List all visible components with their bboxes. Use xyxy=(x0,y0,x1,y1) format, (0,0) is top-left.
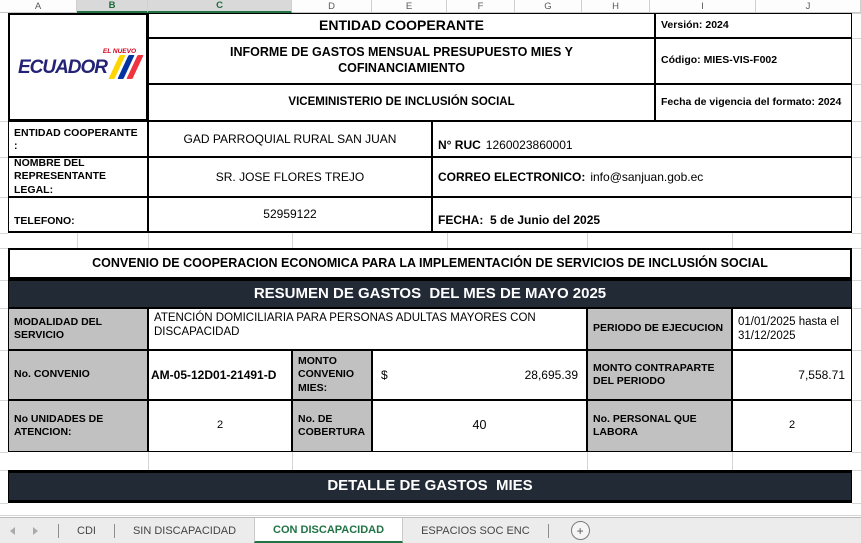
column-header-d[interactable]: D xyxy=(292,0,372,13)
phone-label: TELEFONO: xyxy=(8,197,148,233)
gridline xyxy=(0,197,8,198)
gridline xyxy=(852,13,861,14)
ruc-value: 1260023860001 xyxy=(485,138,573,152)
sheet-nav-arrows xyxy=(0,518,58,543)
validity-cell[interactable]: Fecha de vigencia del formato: 2024 xyxy=(655,84,852,121)
gridline xyxy=(852,38,861,39)
gridline xyxy=(0,157,8,158)
modalidad-value-cell[interactable]: ATENCIÓN DOMICILIARIA PARA PERSONAS ADULTAS MAYORES CON DISCAPACIDAD xyxy=(148,308,587,350)
contraparte-value-cell[interactable]: 7,558.71 xyxy=(732,350,852,400)
ruc-label: N° RUC xyxy=(438,138,481,152)
sheet-tab-sin-discapacidad[interactable]: SIN DISCAPACIDAD xyxy=(132,524,237,537)
phone-value-cell[interactable]: 52959122 xyxy=(148,197,432,233)
column-header-e[interactable]: E xyxy=(372,0,447,13)
gridline xyxy=(732,233,733,248)
monto-mies-amount: 28,695.39 xyxy=(524,367,578,382)
prev-sheet-arrow-icon[interactable] xyxy=(10,527,15,535)
num-convenio-label: No. CONVENIO xyxy=(8,350,148,400)
email-value: info@sanjuan.gob.ec xyxy=(590,169,704,184)
representative-label: NOMBRE DEL REPRESENTANTE LEGAL: xyxy=(8,157,148,197)
gridline xyxy=(0,233,8,234)
gridline xyxy=(77,233,78,248)
gridline xyxy=(852,121,861,122)
column-header-g[interactable]: G xyxy=(515,0,582,13)
gridline xyxy=(0,248,8,249)
entity-label: ENTIDAD COOPERANTE : xyxy=(8,121,148,157)
sheet-tab-bar xyxy=(0,517,861,543)
gridline xyxy=(852,470,861,471)
version-cell[interactable]: Versión: 2024 xyxy=(655,13,852,38)
gridline xyxy=(0,452,8,453)
gridline xyxy=(0,280,8,281)
ruc-cell[interactable] xyxy=(432,121,852,157)
form-title: ENTIDAD COOPERANTE xyxy=(148,13,655,38)
unidades-label: No UNIDADES DE ATENCION: xyxy=(8,400,148,452)
code-cell[interactable]: Código: MIES-VIS-F002 xyxy=(655,38,852,84)
cobertura-value-cell[interactable]: 40 xyxy=(372,400,587,452)
gridline xyxy=(587,452,588,470)
monto-mies-value-cell[interactable] xyxy=(372,350,587,400)
gridline xyxy=(292,452,293,470)
gridline xyxy=(852,233,861,234)
date-value: 5 de Junio del 2025 xyxy=(486,213,601,227)
periodo-label: PERIODO DE EJECUCION xyxy=(587,308,732,350)
personal-value-cell[interactable]: 2 xyxy=(732,400,852,452)
gridline xyxy=(0,308,8,309)
cobertura-label: No. DE COBERTURA xyxy=(292,400,372,452)
gridline xyxy=(148,233,149,248)
gridline xyxy=(292,233,293,248)
column-header-f[interactable]: F xyxy=(447,0,515,13)
unidades-value-cell[interactable]: 2 xyxy=(148,400,292,452)
currency-symbol: $ xyxy=(381,367,388,382)
gridline xyxy=(587,233,588,248)
gridline xyxy=(148,452,149,470)
gridline xyxy=(852,84,861,85)
gridline xyxy=(852,280,861,281)
ecuador-logo xyxy=(8,13,148,121)
add-sheet-icon[interactable]: + xyxy=(571,521,590,540)
email-cell[interactable] xyxy=(432,157,852,197)
column-header-c[interactable]: C xyxy=(148,0,292,13)
gridline xyxy=(852,400,861,401)
date-label: FECHA: xyxy=(438,213,487,227)
gridline xyxy=(0,121,8,122)
gridline xyxy=(852,452,861,453)
resumen-banner: RESUMEN DE GASTOS DEL MES DE MAYO 2025 xyxy=(8,280,852,308)
monto-mies-label: MONTO CONVENIO MIES: xyxy=(292,350,372,400)
contraparte-label: MONTO CONTRAPARTE DEL PERIODO xyxy=(587,350,732,400)
tab-separator xyxy=(548,524,549,538)
logo-top-text: EL NUEVO xyxy=(102,48,137,55)
sheet-tab-cdi[interactable]: CDI xyxy=(77,524,96,537)
gridline xyxy=(852,157,861,158)
form-department: VICEMINISTERIO DE INCLUSIÓN SOCIAL xyxy=(148,84,655,121)
gridline xyxy=(852,503,861,504)
sheet-tab-con-discapacidad-active[interactable]: CON DISCAPACIDAD xyxy=(254,518,403,543)
column-header-j[interactable]: J xyxy=(756,0,861,13)
gridline xyxy=(852,197,861,198)
column-header-h[interactable]: H xyxy=(582,0,650,13)
gridline xyxy=(852,248,861,249)
modalidad-label: MODALIDAD DEL SERVICIO xyxy=(8,308,148,350)
gridline xyxy=(852,308,861,309)
entity-value-cell[interactable]: GAD PARROQUIAL RURAL SAN JUAN xyxy=(148,121,432,157)
column-header-a[interactable]: A xyxy=(0,0,77,13)
gridline xyxy=(0,350,8,351)
flag-stripes-icon xyxy=(111,55,138,79)
logo-main-text: ECUADOR xyxy=(17,56,108,78)
gridline xyxy=(0,503,8,504)
date-cell[interactable] xyxy=(432,197,852,233)
num-convenio-value-cell[interactable]: AM-05-12D01-21491-D xyxy=(148,350,292,400)
sheet-tab-espacios-soc-enc[interactable]: ESPACIOS SOC ENC xyxy=(421,524,530,537)
gridline xyxy=(0,400,8,401)
gridline xyxy=(852,350,861,351)
column-header-i[interactable]: I xyxy=(650,0,756,13)
representative-value-cell[interactable]: SR. JOSE FLORES TREJO xyxy=(148,157,432,197)
gridline xyxy=(0,470,8,471)
gridline xyxy=(732,452,733,470)
form-subtitle: INFORME DE GASTOS MENSUAL PRESUPUESTO MIES Y COFINANCIAMIENTO xyxy=(148,38,655,84)
next-sheet-arrow-icon[interactable] xyxy=(33,527,38,535)
email-label: CORREO ELECTRONICO: xyxy=(438,169,586,184)
convenio-banner: CONVENIO DE COOPERACION ECONOMICA PARA LA IMPLEMENTACIÓN DE SERVICIOS DE INCLUSIÓN SOCIAL xyxy=(8,248,852,280)
detalle-banner: DETALLE DE GASTOS MIES xyxy=(8,470,852,503)
personal-label: No. PERSONAL QUE LABORA xyxy=(587,400,732,452)
gridline xyxy=(0,515,861,516)
periodo-value-cell[interactable]: 01/01/2025 hasta el 31/12/2025 xyxy=(732,308,852,350)
gridline xyxy=(447,233,448,248)
column-header-b[interactable]: B xyxy=(77,0,148,13)
